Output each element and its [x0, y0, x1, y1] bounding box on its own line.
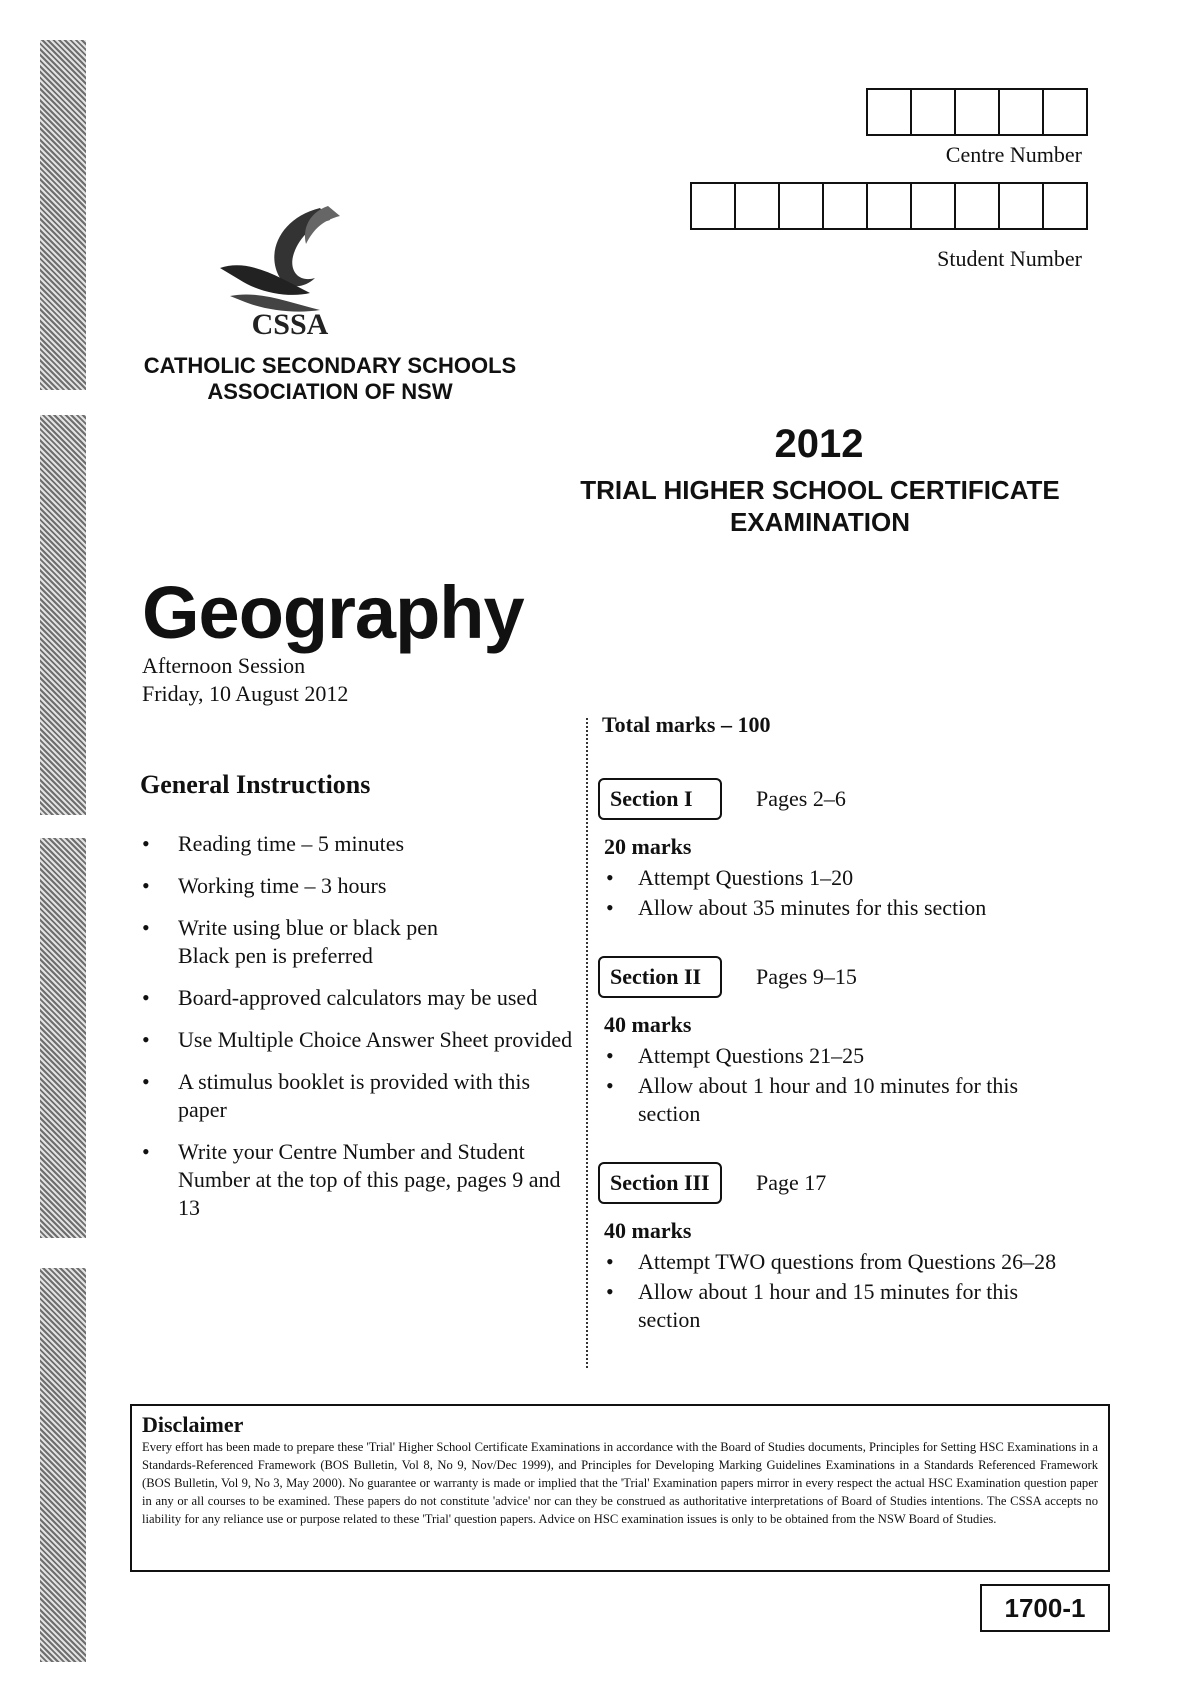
general-instructions-heading: General Instructions [140, 770, 371, 799]
centre-number-boxes[interactable] [866, 88, 1088, 136]
org-name-line1: CATHOLIC SECONDARY SCHOOLS [143, 353, 517, 378]
disclaimer-title: Disclaimer [142, 1412, 244, 1437]
digit-cell[interactable] [868, 184, 912, 228]
section-pages: Pages 2–6 [756, 786, 846, 811]
student-number-boxes[interactable] [690, 182, 1088, 230]
scan-edge-strip [40, 415, 86, 815]
student-number-label: Student Number [937, 246, 1082, 271]
section-block [598, 1162, 1078, 1336]
section-instruction-item: • Attempt TWO questions from Questions 26–28 [598, 1248, 1078, 1276]
column-divider [586, 718, 588, 1368]
digit-cell[interactable] [1000, 184, 1044, 228]
section-marks: 20 marks [604, 834, 692, 859]
scan-edge-strip [40, 1268, 86, 1662]
digit-cell[interactable] [912, 90, 956, 134]
exam-title [540, 474, 1100, 538]
paper-code: 1700-1 [980, 1584, 1110, 1632]
digit-cell[interactable] [692, 184, 736, 228]
section-instruction-item: • Allow about 1 hour and 15 minutes for this section [598, 1278, 1078, 1334]
section-instruction-item: • Allow about 35 minutes for this section [598, 894, 1078, 922]
digit-cell[interactable] [956, 184, 1000, 228]
exam-title-line2: EXAMINATION [729, 507, 911, 537]
total-marks: Total marks – 100 [602, 712, 771, 737]
session-name: Afternoon Session [142, 653, 306, 678]
instruction-item: • Write your Centre Number and Student Number at the top of this page, pages 9 and 13 [140, 1138, 580, 1222]
section-marks: 40 marks [604, 1012, 692, 1037]
section-instruction-item: • Attempt Questions 1–20 [598, 864, 1078, 892]
digit-cell[interactable] [868, 90, 912, 134]
digit-cell[interactable] [736, 184, 780, 228]
digit-cell[interactable] [912, 184, 956, 228]
section-block [598, 778, 1078, 924]
section-pages: Pages 9–15 [756, 964, 857, 989]
section-label: Section III [598, 1162, 722, 1204]
instruction-item: • Board-approved calculators may be used [140, 984, 580, 1012]
digit-cell[interactable] [780, 184, 824, 228]
subject-title: Geography [142, 571, 524, 654]
exam-year: 2012 [774, 422, 864, 466]
disclaimer-box [130, 1404, 1110, 1572]
disclaimer-text: Every effort has been made to prepare these 'Trial' Higher School Certificate Examinations in accordance with the Board of Studies documents, Principles for Setting HSC Examinations in a Standards-Referenced Framework (BOS Bulletin, Vol 8, No 9, Nov/Dec 1999), and Principles for Developing Marking Guidelines Examinations in a Standards Referenced Framework (BOS Bulletin, Vol 9, No 3, May 2000). No guarantee or warranty is made or implied that the 'Trial' Examination papers mirror in every respect the actual HSC Examination question paper in any or all courses to be examined. These papers do not constitute 'advice' nor can they be construed as authoritative interpretations of Board of Studies intentions. The CSSA accepts no liability for any reliance use or purpose related to these 'Trial' question papers. Advice on HSC examination issues is only to be obtained from the NSW Board of Studies. [142, 1440, 1098, 1526]
centre-number-label: Centre Number [945, 142, 1082, 167]
instruction-item: • Reading time – 5 minutes [140, 830, 580, 858]
scan-edge-strip [40, 838, 86, 1238]
exam-date: Friday, 10 August 2012 [142, 681, 349, 706]
section-label: Section II [598, 956, 722, 998]
digit-cell[interactable] [956, 90, 1000, 134]
instruction-item: • Write using blue or black pen Black pen is preferred [140, 914, 580, 970]
instruction-item: • A stimulus booklet is provided with this paper [140, 1068, 580, 1124]
scan-edge-strip [40, 40, 86, 390]
instruction-item: • Working time – 3 hours [140, 872, 580, 900]
section-marks: 40 marks [604, 1218, 692, 1243]
org-name-line2: ASSOCIATION OF NSW [207, 379, 453, 404]
exam-title-line1: TRIAL HIGHER SCHOOL CERTIFICATE [580, 475, 1060, 505]
digit-cell[interactable] [1044, 184, 1086, 228]
digit-cell[interactable] [824, 184, 868, 228]
section-pages: Page 17 [756, 1170, 827, 1195]
instruction-item: • Use Multiple Choice Answer Sheet provided [140, 1026, 580, 1054]
section-label: Section I [598, 778, 722, 820]
session-info [142, 652, 348, 708]
section-instruction-item: • Allow about 1 hour and 10 minutes for this section [598, 1072, 1078, 1128]
section-block [598, 956, 1078, 1130]
cssa-logo [210, 198, 370, 338]
digit-cell[interactable] [1044, 90, 1086, 134]
general-instructions-list [140, 830, 580, 1236]
section-instructions [598, 1248, 1078, 1334]
section-instruction-item: • Attempt Questions 21–25 [598, 1042, 1078, 1070]
logo-text: CSSA [251, 308, 329, 338]
digit-cell[interactable] [1000, 90, 1044, 134]
section-instructions [598, 864, 1078, 922]
section-instructions [598, 1042, 1078, 1128]
